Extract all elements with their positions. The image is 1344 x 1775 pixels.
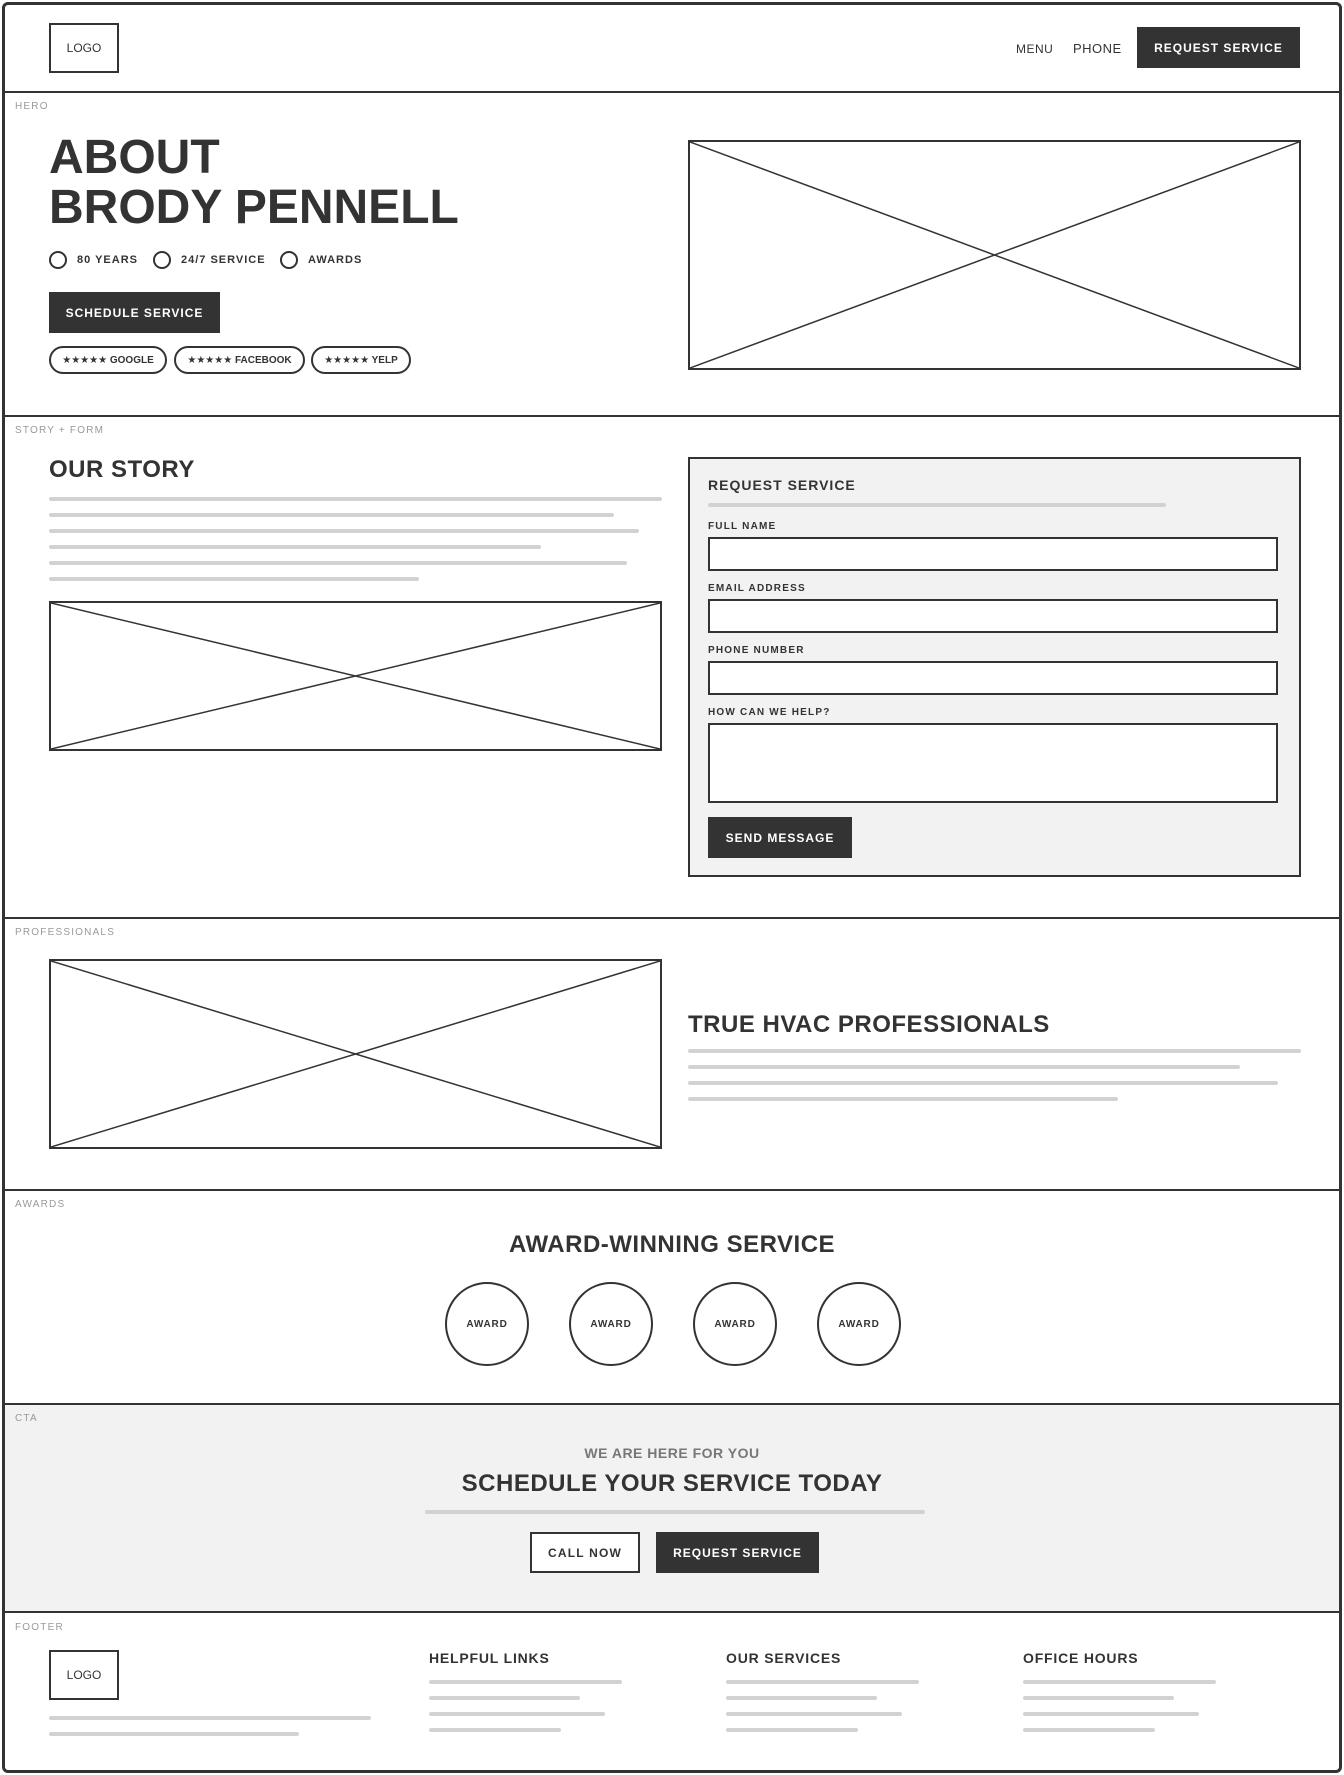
badge-years [49, 251, 138, 269]
cta-request-service-button[interactable]: REQUEST SERVICE [656, 1532, 819, 1573]
schedule-service-button[interactable]: SCHEDULE SERVICE [49, 292, 220, 333]
cta-section [5, 1405, 1339, 1613]
footer-link[interactable] [726, 1696, 877, 1700]
footer-link[interactable] [429, 1728, 561, 1732]
award-badge: AWARD [445, 1282, 529, 1366]
header-logo[interactable]: LOGO [49, 23, 119, 73]
professionals-title: TRUE HVAC PROFESSIONALS [688, 1011, 1050, 1038]
text-line [688, 1065, 1240, 1069]
footer-link[interactable] [429, 1696, 580, 1700]
image-placeholder-x-icon [51, 603, 660, 749]
footer-office-hours-heading: OFFICE HOURS [1023, 1650, 1139, 1666]
form-title: REQUEST SERVICE [708, 477, 856, 493]
awards-title: AWARD-WINNING SERVICE [508, 1231, 836, 1258]
site-header [5, 5, 1339, 93]
award-badge: AWARD [817, 1282, 901, 1366]
hero-image-placeholder [688, 140, 1301, 370]
hero-title [49, 133, 459, 233]
text-line [708, 503, 1166, 507]
cta-title: SCHEDULE YOUR SERVICE TODAY [461, 1470, 883, 1497]
nav-menu-link[interactable]: MENU [1016, 42, 1054, 56]
call-now-button[interactable]: CALL NOW [530, 1532, 640, 1573]
text-line [1023, 1728, 1155, 1732]
header-request-service-button[interactable]: REQUEST SERVICE [1137, 27, 1300, 68]
full-name-label: FULL NAME [708, 521, 777, 532]
professionals-image-placeholder [49, 959, 662, 1149]
section-label: HERO [15, 101, 49, 112]
story-image-placeholder [49, 601, 662, 751]
footer-our-services-heading: OUR SERVICES [726, 1650, 842, 1666]
text-line [49, 545, 541, 549]
email-address-input[interactable] [708, 599, 1278, 633]
image-placeholder-x-icon [51, 961, 660, 1147]
text-line [425, 1510, 925, 1514]
awards-section [5, 1191, 1339, 1405]
send-message-button[interactable]: SEND MESSAGE [708, 817, 852, 858]
text-line [49, 577, 419, 581]
phone-number-input[interactable] [708, 661, 1278, 695]
text-line [49, 561, 627, 565]
review-pill-yelp[interactable]: ★★★★★ YELP [311, 346, 411, 374]
badge-circle-icon [49, 251, 67, 269]
text-line [688, 1081, 1278, 1085]
text-line [688, 1097, 1118, 1101]
help-message-label: HOW CAN WE HELP? [708, 707, 831, 718]
text-line [49, 513, 614, 517]
review-pill-google[interactable]: ★★★★★ GOOGLE [49, 346, 167, 374]
text-line [49, 1732, 299, 1736]
footer-helpful-links-heading: HELPFUL LINKS [429, 1650, 550, 1666]
text-line [1023, 1696, 1174, 1700]
page-frame [2, 2, 1342, 1773]
section-label: PROFESSIONALS [15, 927, 116, 938]
footer-link[interactable] [726, 1728, 858, 1732]
story-form-section [5, 417, 1339, 919]
text-line [1023, 1680, 1216, 1684]
image-placeholder-x-icon [690, 142, 1299, 368]
badge-label: 24/7 SERVICE [181, 254, 266, 266]
section-label: AWARDS [15, 1199, 66, 1210]
section-label: FOOTER [15, 1622, 64, 1633]
badge-service [153, 251, 266, 269]
text-line [49, 497, 662, 501]
award-badge: AWARD [693, 1282, 777, 1366]
phone-number-label: PHONE NUMBER [708, 645, 805, 656]
footer-link[interactable] [429, 1712, 605, 1716]
nav-phone-link[interactable]: PHONE [1073, 41, 1122, 56]
hero-section [5, 93, 1339, 417]
badge-label: 80 YEARS [77, 254, 138, 266]
award-badge: AWARD [569, 1282, 653, 1366]
review-pill-facebook[interactable]: ★★★★★ FACEBOOK [174, 346, 305, 374]
hero-title-line-1: ABOUT [49, 131, 220, 184]
footer-logo[interactable]: LOGO [49, 1650, 119, 1700]
text-line [688, 1049, 1301, 1053]
story-title: OUR STORY [49, 456, 195, 483]
badge-circle-icon [153, 251, 171, 269]
email-address-label: EMAIL ADDRESS [708, 583, 806, 594]
text-line [49, 529, 639, 533]
cta-eyebrow: WE ARE HERE FOR YOU [584, 1445, 760, 1461]
text-line [49, 1716, 371, 1720]
badge-awards [280, 251, 362, 269]
hero-title-line-2: BRODY PENNELL [49, 181, 459, 234]
text-line [1023, 1712, 1199, 1716]
badge-circle-icon [280, 251, 298, 269]
section-label: STORY + FORM [15, 425, 105, 436]
footer-link[interactable] [726, 1712, 902, 1716]
section-label: CTA [15, 1413, 38, 1424]
help-message-textarea[interactable] [708, 723, 1278, 803]
request-service-form [688, 457, 1301, 877]
footer-link[interactable] [429, 1680, 622, 1684]
badge-label: AWARDS [308, 254, 363, 266]
professionals-section [5, 919, 1339, 1191]
full-name-input[interactable] [708, 537, 1278, 571]
footer-link[interactable] [726, 1680, 919, 1684]
